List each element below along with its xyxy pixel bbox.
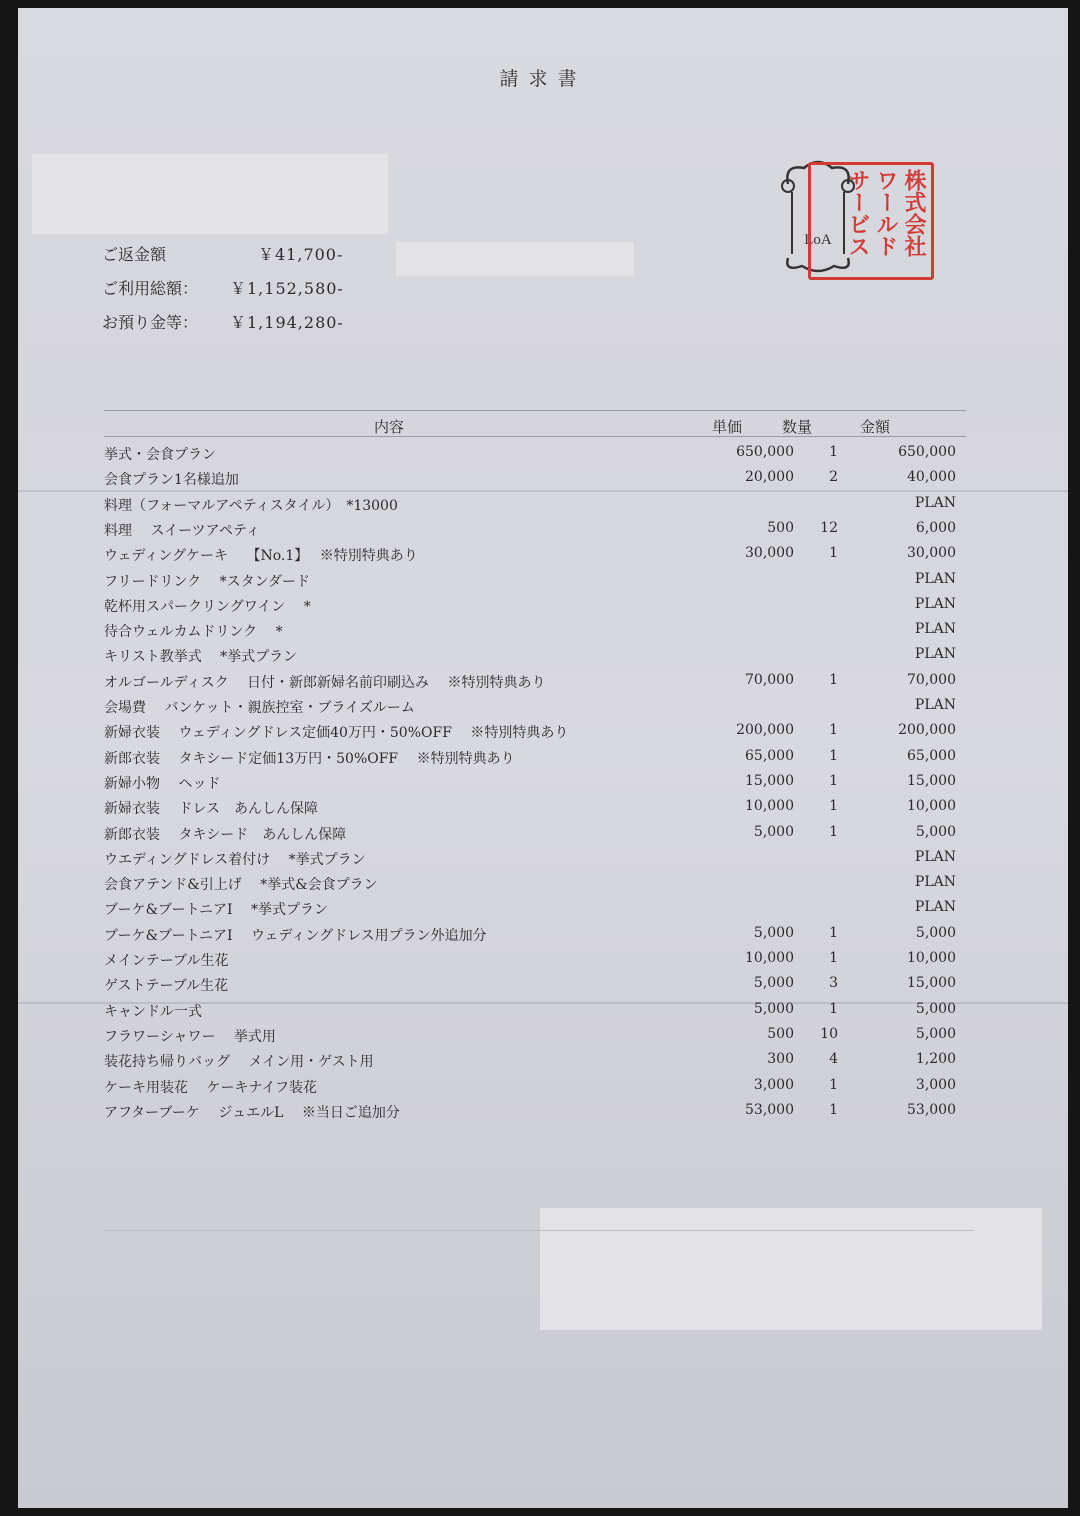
table-row [104, 1102, 966, 1127]
line-item-quantity: 1 [829, 671, 838, 688]
table-row [104, 748, 966, 773]
line-item-quantity: 1 [829, 1000, 838, 1017]
line-item-unit-price: 5,000 [753, 975, 794, 992]
line-item-amount: 15,000 [907, 772, 956, 789]
line-item-amount: PLAN [914, 697, 956, 713]
line-item-name: ケーキ用装花 ケーキナイフ装花 [104, 1079, 318, 1096]
table-row [104, 672, 966, 697]
line-item-amount: PLAN [914, 848, 956, 865]
line-item-amount: PLAN [914, 899, 956, 916]
line-item-name: キャンドル一式 [104, 1003, 202, 1020]
line-item-amount: 3,000 [915, 1076, 956, 1093]
table-row [104, 773, 966, 798]
line-item-name: ゲストテーブル生花 [104, 978, 229, 995]
summary-value: ￥1,152,580- [230, 279, 344, 298]
table-row [104, 444, 966, 469]
table-row [104, 950, 966, 975]
line-item-unit-price: 30,000 [745, 545, 794, 562]
summary-label: お預り金等： [102, 313, 199, 332]
line-item-name: 新婦衣装 ドレス あんしん保障 [104, 801, 319, 818]
page-title: 請求書 [499, 68, 587, 90]
line-item-quantity: 12 [820, 519, 838, 536]
table-row [104, 571, 966, 596]
table-row [104, 824, 966, 849]
line-item-unit-price: 15,000 [745, 772, 794, 789]
line-item-name: オルゴールディスク 日付・新郎新婦名前印刷込み ※特別特典あり [104, 674, 546, 691]
line-item-amount: 53,000 [907, 1101, 956, 1118]
line-item-amount: PLAN [914, 646, 956, 663]
line-item-amount: PLAN [914, 621, 956, 638]
table-row [104, 1077, 966, 1102]
line-item-name: ブーケ&ブートニアⅠ ウェディングドレス用プラン外追加分 [104, 927, 487, 944]
line-item-name: キリスト教挙式 *挙式プラン [104, 649, 298, 666]
summary-value: ￥1,194,280- [230, 313, 344, 332]
line-item-name: 会食プラン1名様追加 [104, 472, 239, 489]
line-item-name: フラワーシャワー 挙式用 [104, 1028, 276, 1045]
line-item-amount: PLAN [914, 494, 956, 511]
line-item-unit-price: 650,000 [736, 444, 794, 460]
table-row [104, 975, 966, 1000]
line-item-name: 会食アテンド&引上げ *挙式&会食プラン [104, 877, 378, 894]
line-item-quantity: 10 [820, 1025, 838, 1042]
table-rule [104, 436, 966, 437]
table-row [104, 1026, 966, 1051]
redacted-block [540, 1208, 1042, 1330]
table-row [104, 722, 966, 747]
table-row [104, 849, 966, 874]
line-item-name: アフターブーケ ジュエルL ※当日ご追加分 [104, 1104, 400, 1121]
line-item-unit-price: 10,000 [745, 950, 794, 966]
line-item-quantity: 1 [829, 1076, 838, 1093]
table-row [104, 520, 966, 545]
summary-label: ご利用総額： [102, 279, 199, 298]
line-item-name: ウェディングケーキ 【No.1】 ※特別特典あり [104, 548, 418, 565]
line-item-amount: 10,000 [907, 950, 956, 966]
table-row [104, 798, 966, 823]
table-rule [104, 410, 966, 411]
line-item-unit-price: 3,000 [753, 1076, 794, 1093]
table-row [104, 469, 966, 494]
line-item-amount: 5,000 [915, 1025, 956, 1042]
line-item-quantity: 4 [829, 1051, 838, 1068]
line-item-amount: 5,000 [915, 823, 956, 840]
line-item-amount: PLAN [914, 570, 956, 587]
line-item-amount: 70,000 [907, 671, 956, 688]
logo-text: LoA [804, 232, 832, 248]
line-item-amount: 5,000 [915, 924, 956, 941]
table-row [104, 874, 966, 899]
table-row [104, 899, 966, 924]
header-content: 内容 [374, 418, 405, 436]
table-row [104, 495, 966, 520]
line-item-quantity: 1 [829, 924, 838, 941]
line-item-name: メインテーブル生花 [104, 953, 229, 969]
line-item-quantity: 1 [829, 545, 838, 562]
line-item-amount: 1,200 [915, 1051, 956, 1068]
line-item-unit-price: 500 [767, 1025, 794, 1042]
table-row [104, 646, 966, 671]
line-item-unit-price: 500 [767, 519, 794, 536]
line-item-quantity: 3 [829, 975, 838, 992]
line-item-name: 料理 スイーツアペティ [104, 522, 260, 539]
summary-value: ￥41,700- [258, 245, 344, 264]
line-item-unit-price: 5,000 [753, 823, 794, 840]
line-item-name: 料理（フォーマルアペティスタイル） *13000 [104, 497, 398, 514]
line-item-unit-price: 5,000 [753, 1000, 794, 1017]
line-item-name: 新婦衣装 ウェディングドレス定価40万円・50%OFF ※特別特典あり [104, 725, 569, 742]
invoice-paper [18, 8, 1068, 1508]
redacted-block [32, 154, 388, 234]
line-item-name: 乾杯用スパークリングワイン * [104, 598, 311, 615]
line-item-unit-price: 53,000 [745, 1101, 794, 1118]
line-item-amount: PLAN [914, 595, 956, 612]
line-item-amount: 200,000 [898, 722, 956, 739]
table-row [104, 596, 966, 621]
line-item-quantity: 1 [829, 798, 838, 815]
line-item-unit-price: 65,000 [745, 747, 794, 764]
table-row [104, 545, 966, 570]
line-item-quantity: 1 [829, 823, 838, 840]
header-amount: 金額 [860, 418, 891, 436]
line-item-name: 待合ウェルカムドリンク * [104, 624, 283, 641]
line-item-amount: 5,000 [915, 1000, 956, 1017]
line-item-amount: PLAN [914, 874, 956, 891]
redacted-block [396, 242, 634, 276]
line-item-unit-price: 5,000 [753, 924, 794, 941]
table-row [104, 1051, 966, 1076]
table-row [104, 925, 966, 950]
line-item-unit-price: 300 [767, 1051, 794, 1068]
line-item-amount: 650,000 [898, 444, 956, 460]
table-row [104, 621, 966, 646]
table-row [104, 697, 966, 722]
company-seal-stamp: 株式会社 ワールド サービス [808, 162, 934, 280]
line-item-amount: 6,000 [915, 519, 956, 536]
line-item-name: ブーケ&ブートニアⅠ *挙式プラン [104, 902, 329, 919]
line-item-name: 新婦小物 ヘッド [104, 775, 221, 792]
line-item-amount: 10,000 [907, 798, 956, 815]
line-item-quantity: 1 [829, 747, 838, 764]
line-item-amount: 15,000 [907, 975, 956, 992]
line-item-name: 装花持ち帰りバッグ メイン用・ゲスト用 [104, 1054, 374, 1071]
bottom-rule [104, 1230, 974, 1231]
line-item-quantity: 1 [829, 1101, 838, 1118]
line-item-amount: 30,000 [907, 545, 956, 562]
line-item-quantity: 1 [829, 722, 838, 739]
line-item-quantity: 1 [829, 772, 838, 789]
header-unit-price: 単価 [712, 418, 743, 436]
line-item-unit-price: 10,000 [745, 798, 794, 815]
line-item-quantity: 2 [829, 469, 838, 486]
line-item-name: ウエディングドレス着付け *挙式プラン [104, 851, 366, 868]
line-item-quantity: 1 [829, 950, 838, 966]
line-item-amount: 40,000 [907, 469, 956, 486]
line-item-unit-price: 70,000 [745, 671, 794, 688]
table-row [104, 1001, 966, 1026]
line-item-name: 新郎衣装 タキシード あんしん保障 [104, 826, 347, 843]
line-item-amount: 65,000 [907, 747, 956, 764]
line-item-name: 新郎衣装 タキシード定価13万円・50%OFF ※特別特典あり [104, 750, 515, 767]
summary-label: ご返金額 [102, 245, 167, 264]
line-item-name: フリードリンク *スタンダード [104, 573, 311, 590]
line-item-name: 会場費 バンケット・親族控室・ブライズルーム [104, 700, 415, 716]
line-item-name: 挙式・会食プラン [104, 447, 216, 463]
header-quantity: 数量 [782, 418, 813, 436]
line-item-quantity: 1 [829, 444, 838, 460]
line-item-unit-price: 200,000 [736, 722, 794, 739]
line-item-unit-price: 20,000 [745, 469, 794, 486]
